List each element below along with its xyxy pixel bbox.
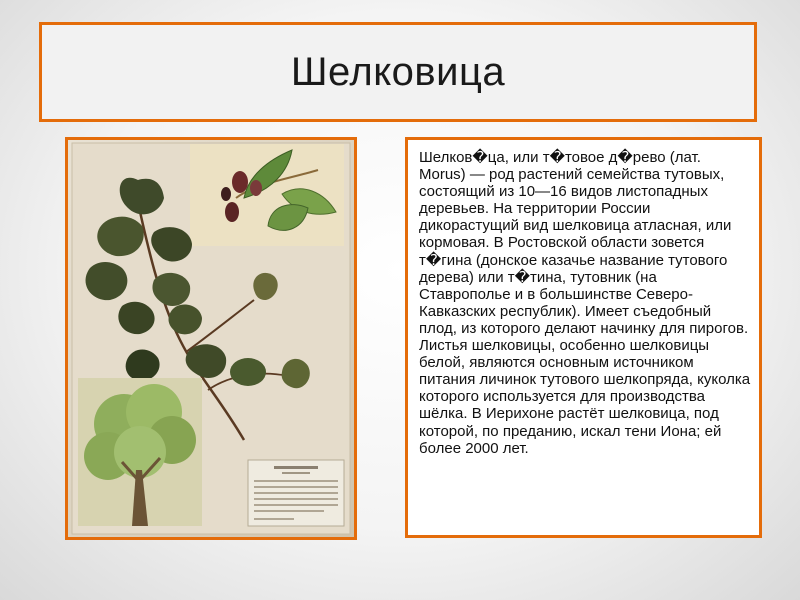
- herbarium-photo: [65, 137, 357, 540]
- title-box: [39, 22, 757, 122]
- herbarium-label: [248, 460, 344, 526]
- tree-illustration: [78, 378, 202, 526]
- herbarium-illustration: [68, 140, 354, 537]
- description-text: Шелков�ца, или т�товое д�рево (лат. Morus) — род растений семейства тутовых, состоящий из 10—16 видов листопадных деревьев. На территории России дикорастущий вид шелковица атласная, или кормовая. В Ростовской области зовется т�гина (донское казачье название тутового дерева) или т�тина, тутовник (на Ставрополье и в большинстве Северо-Кавказских республик). Имеет съедобный плод, из которого делают начинку для пирогов. Листья шелковицы, особенно шелковицы белой, являются основным источником питания личинок тутового шелкопряда, куколка которого используется для производства шёлка. В Иерихоне растёт шелковица, под которой, по преданию, искал тени Иона; ей более 2000 лет.: [419, 149, 751, 457]
- description-box: [405, 137, 762, 538]
- fruit-illustration: [190, 144, 344, 246]
- slide-title: Шелковица: [290, 49, 506, 94]
